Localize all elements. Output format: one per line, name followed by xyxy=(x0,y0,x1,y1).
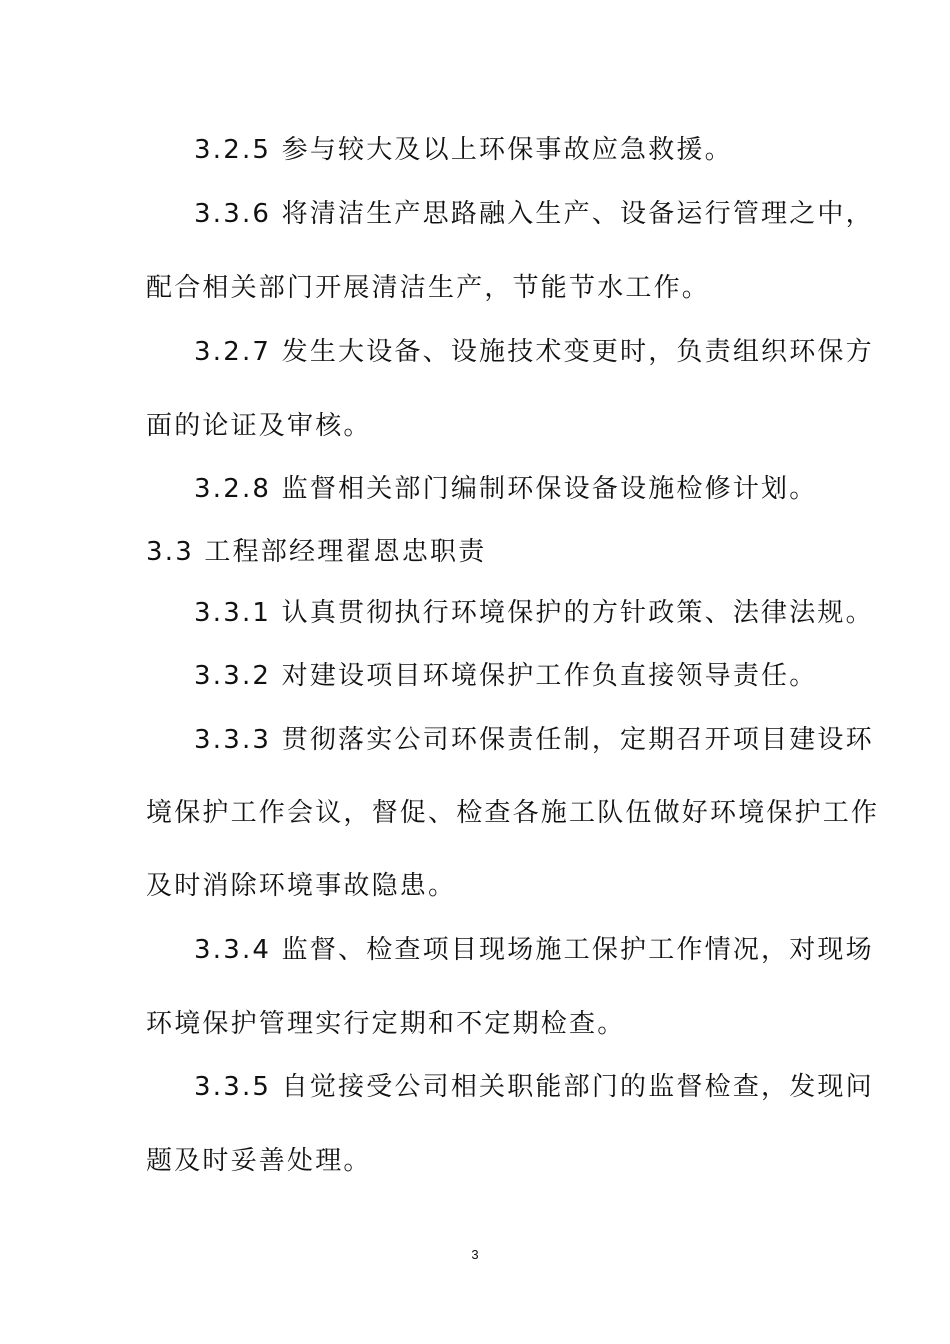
paragraph-line: 3.3.5 自觉接受公司相关职能部门的监督检查，发现问 xyxy=(194,1072,874,1102)
page-number: 3 xyxy=(471,1247,479,1262)
paragraph-line: 3.3.1 认真贯彻执行环境保护的方针政策、法律法规。 xyxy=(194,598,874,628)
paragraph-line: 配合相关部门开展清洁生产，节能节水工作。 xyxy=(146,273,711,303)
paragraph-line: 题及时妥善处理。 xyxy=(146,1146,372,1176)
paragraph-line: 3.3.4 监督、检查项目现场施工保护工作情况，对现场 xyxy=(194,935,874,965)
paragraph-line: 3.2.5 参与较大及以上环保事故应急救援。 xyxy=(194,135,733,165)
section-heading: 3.3 工程部经理翟恩忠职责 xyxy=(146,537,487,567)
paragraph-line: 及时消除环境事故隐患。 xyxy=(146,871,457,901)
paragraph-line: 3.2.7 发生大设备、设施技术变更时，负责组织环保方 xyxy=(194,337,874,367)
paragraph-line: 3.3.2 对建设项目环境保护工作负直接领导责任。 xyxy=(194,661,818,691)
paragraph-line: 3.3.6 将清洁生产思路融入生产、设备运行管理之中， xyxy=(194,199,874,229)
paragraph-line: 3.2.8 监督相关部门编制环保设备设施检修计划。 xyxy=(194,474,818,504)
paragraph-line: 面的论证及审核。 xyxy=(146,411,372,441)
paragraph-line: 境保护工作会议，督促、检查各施工队伍做好环境保护工作 xyxy=(146,798,880,828)
paragraph-line: 环境保护管理实行定期和不定期检查。 xyxy=(146,1009,626,1039)
paragraph-line: 3.3.3 贯彻落实公司环保责任制，定期召开项目建设环 xyxy=(194,725,874,755)
